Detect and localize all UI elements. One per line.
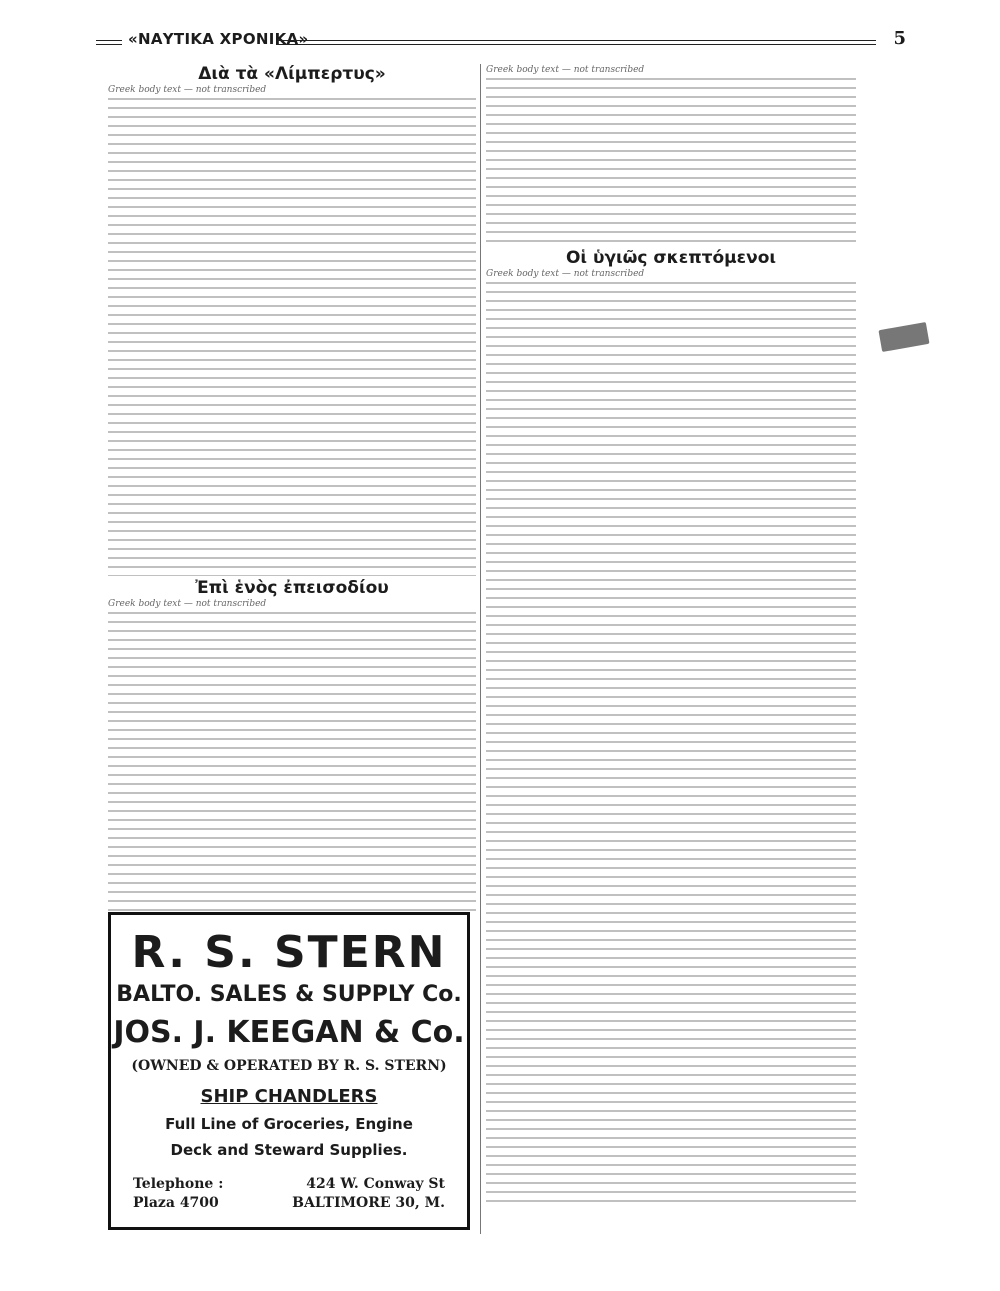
section-heading-episode: Ἐπὶ ἑνὸς ἐπεισοδίου (195, 578, 389, 598)
ad-line-2: Deck and Steward Supplies. (170, 1141, 408, 1159)
ad-line-1: Full Line of Groceries, Engine (165, 1115, 413, 1133)
page-number: 5 (893, 28, 906, 49)
advertisement-box (108, 912, 470, 1230)
left-column (108, 64, 476, 914)
ad-address-street: 424 W. Conway St (306, 1176, 445, 1192)
body-note: Greek body text — not transcribed (108, 85, 267, 95)
section-heading-libertys: Διὰ τὰ «Λίμπερτυς» (198, 64, 386, 84)
article-body-libertys (108, 98, 476, 576)
ad-phone-label: Telephone : (133, 1176, 224, 1192)
body-note: Greek body text — not transcribed (108, 599, 267, 609)
ad-trade: SHIP CHANDLERS (200, 1086, 378, 1107)
masthead-title: «ΝΑΥΤΙΚΑ ΧΡΟΝΙΚΑ» (128, 30, 309, 48)
ad-partner: JOS. J. KEEGAN & Co. (113, 1015, 465, 1050)
ad-ownership: (OWNED & OPERATED BY R. S. STERN) (131, 1058, 447, 1074)
ad-company: BALTO. SALES & SUPPLY Co. (116, 982, 462, 1007)
article-body-episode (108, 612, 476, 912)
masthead-rule-left (96, 40, 122, 45)
article-body-continued (486, 78, 856, 246)
ink-smudge (878, 322, 929, 352)
ad-footer (133, 1175, 445, 1215)
ad-phone-number: Plaza 4700 (133, 1195, 219, 1211)
right-column (486, 64, 856, 1204)
ad-address (292, 1175, 445, 1213)
masthead-rule-right (276, 40, 876, 45)
ad-phone (133, 1175, 223, 1213)
body-note: Greek body text — not transcribed (486, 269, 645, 279)
section-heading-sound-thinkers: Οἱ ὑγιῶς σκεπτόμενοι (565, 248, 777, 268)
article-body-sound-thinkers (486, 282, 856, 1202)
ad-name: R. S. STERN (131, 927, 447, 978)
ad-address-city: BALTIMORE 30, M. (292, 1195, 445, 1211)
masthead (96, 30, 906, 52)
body-note: Greek body text — not transcribed (486, 65, 645, 75)
column-divider (480, 64, 481, 1234)
